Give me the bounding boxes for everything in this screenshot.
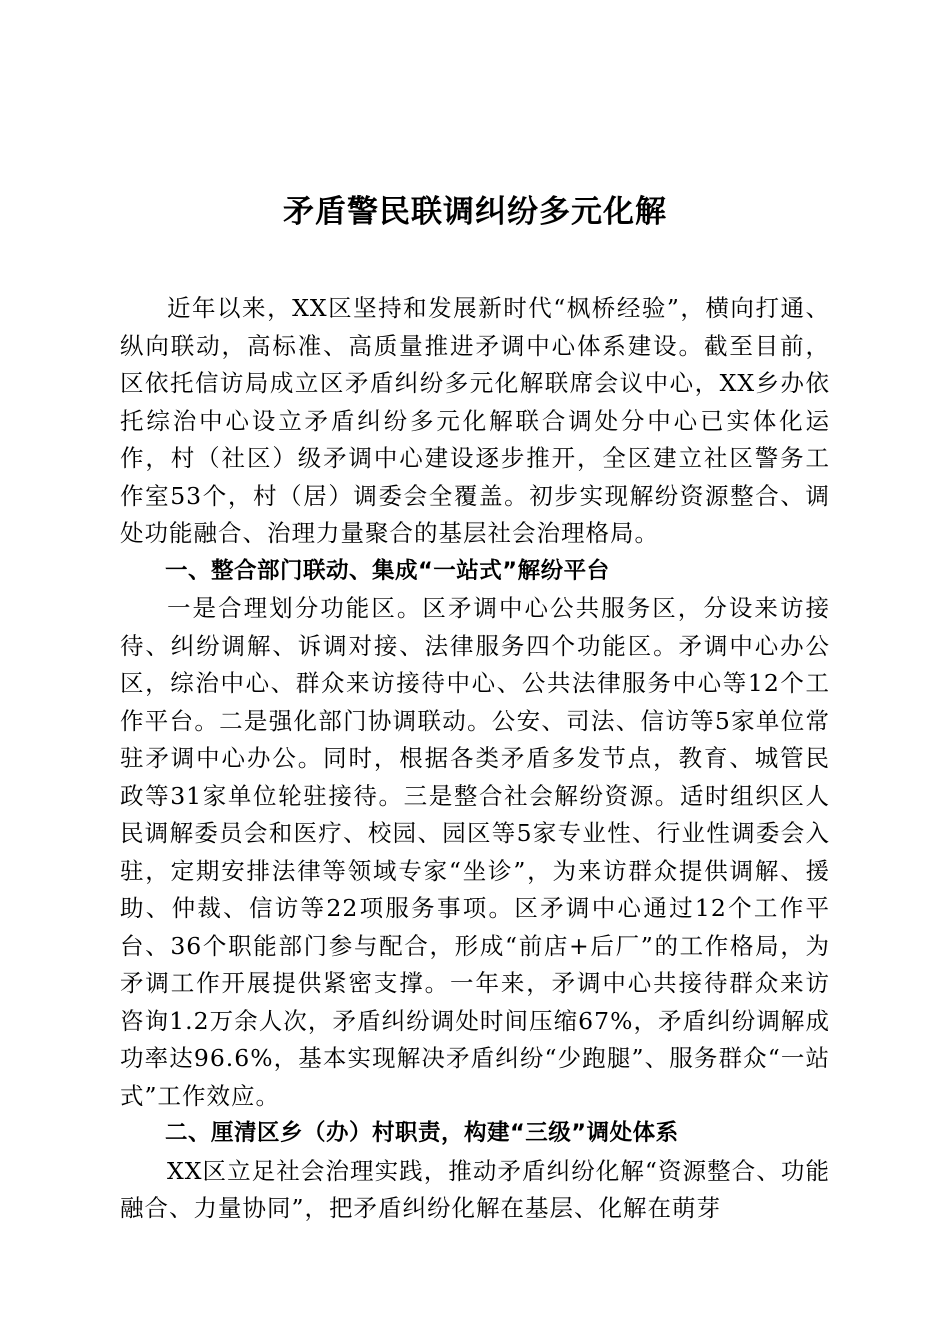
document-body: [120, 290, 830, 1228]
section-1-heading: 一、整合部门联动、集成“一站式”解纷平台: [165, 557, 610, 584]
intro-paragraph: 近年以来，XX区坚持和发展新时代“枫桥经验”，横向打通、纵向联动，高标准、高质量推进矛调中心体系建设。截至目前，区依托信访局成立区矛盾纠纷多元化解联席会议中心，XX乡办依托综治中心设立矛盾纠纷多元化解联合调处分中心已实体化运作，村（社区）级矛调中心建设逐步推开，全区建立社区警务工作室53个，村（居）调委会全覆盖。初步实现解纷资源整合、调处功能融合、治理力量聚合的基层社会治理格局。: [120, 294, 830, 547]
document-title: 矛盾警民联调纠纷多元化解: [283, 194, 667, 230]
section-2-paragraph: XX区立足社会治理实践，推动矛盾纠纷化解“资源整合、功能融合、力量协同”，把矛盾纠纷化解在基层、化解在萌芽: [120, 1156, 830, 1222]
section-1-paragraph: 一是合理划分功能区。区矛调中心公共服务区，分设来访接待、纠纷调解、诉调对接、法律服务四个功能区。矛调中心办公区，综治中心、群众来访接待中心、公共法律服务中心等12个工作平台。二是强化部门协调联动。公安、司法、信访等5家单位常驻矛调中心办公。同时，根据各类矛盾多发节点，教育、城管民政等31家单位轮驻接待。三是整合社会解纷资源。适时组织区人民调解委员会和医疗、校园、园区等5家专业性、行业性调委会入驻，定期安排法律等领域专家“坐诊”，为来访群众提供调解、援助、仲裁、信访等22项服务事项。区矛调中心通过12个工作平台、36个职能部门参与配合，形成“前店+后厂”的工作格局，为矛调工作开展提供紧密支撑。一年来，矛调中心共接待群众来访咨询1.2万余人次，矛盾纠纷调处时间压缩67%，矛盾纠纷调解成功率达96.6%，基本实现解决矛盾纠纷“少跑腿”、服务群众“一站式”工作效应。: [120, 594, 830, 1110]
section-2-heading: 二、厘清区乡（办）村职责，构建“三级”调处体系: [165, 1120, 679, 1146]
